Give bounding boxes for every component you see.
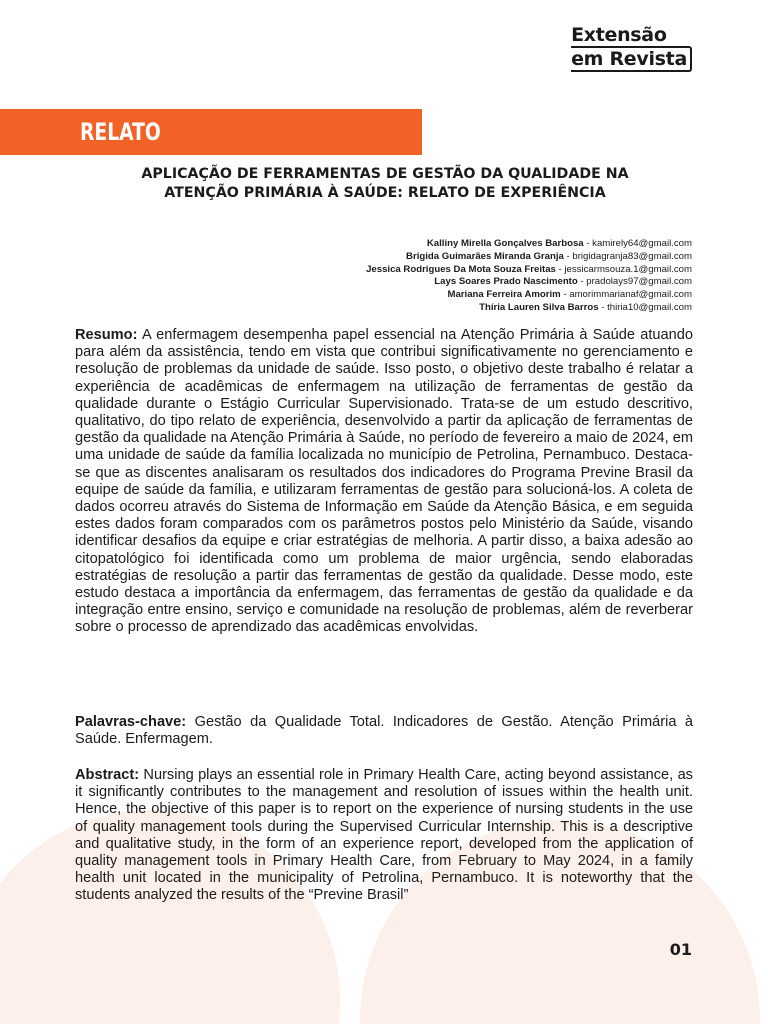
author-entry: Kalliny Mirella Gonçalves Barbosa - kamirely64@gmail.com	[426, 238, 692, 249]
page-number: 01	[669, 940, 692, 959]
section-label: RELATO	[80, 118, 161, 146]
author-email: thiria10@gmail.com	[607, 301, 692, 313]
keywords-label: Palavras-chave:	[75, 714, 187, 730]
abstract-text: Nursing plays an essential role in Primary Health Care, acting beyond assistance, as it significantly contributes to the management and resolution of issues within the health unit. Hence, the objective of this paper is to report on the experience of nursing students in the use of quality management tools during the Supervised Curricular Internship. This is a descriptive and qualitative study, in the form of an experience report, developed from the application of quality management tools in Primary Health Care, from February to May 2024, in a family health unit located in the municipality of Petrolina, Pernambuco. It is noteworthy that the students analyzed the results of the “Previne Brasil”	[75, 767, 693, 904]
author-entry: Thíria Lauren Silva Barros - thiria10@gmail.com	[479, 301, 692, 313]
author-entry: Lays Soares Prado Nascimento - pradolays97@gmail.com	[434, 276, 692, 288]
keywords-text: Gestão da Qualidade Total. Indicadores de Gestão. Atenção Primária à Saúde. Enfermagem.	[75, 714, 694, 748]
section-banner	[0, 109, 422, 155]
author-email: pradolays97@gmail.com	[586, 276, 692, 288]
author-entry: Brigida Guimarães Miranda Granja - brigidagranja83@gmail.com	[406, 250, 692, 262]
author-email: kamirely64@gmail.com	[592, 238, 692, 249]
resumo-text: A enfermagem desempenha papel essencial na Atenção Primária à Saúde atuando para além da assistência, tendo em vista que contribui significativamente no gerenciamento e resolução de problemas da unidade de saúde. Isso posto, o objetivo deste trabalho é relatar a experiência de acadêmicas de enfermagem na utilização de ferramentas de gestão da qualidade durante o Estágio Curricular Supervisionado. Trata-se de um estudo descritivo, qualitativo, do tipo relato de experiência, desenvolvido a partir da aplicação de ferramentas de gestão da qualidade na Atenção Primária à Saúde, no período de fevereiro a maio de 2024, em uma unidade de saúde da família localizada no município de Petrolina, Pernambuco. Destaca-se que as discentes analisaram os resultados dos indicadores do Programa Previne Brasil da equipe de saúde da família, e utilizaram ferramentas de gestão para solucioná-los. A coleta de dados ocorreu através do Sistema de Informação em Saúde da Atenção Básica, e em seguida estes dados foram comparados com os parâmetros postos pelo Ministério da Saúde, visando identificar desafios da equipe e criar estratégias de melhoria. A partir disso, a baixa adesão ao citopatológico foi identificada como um problema de maior urgência, sendo elaboradas estratégias de resolução a partir das ferramentas de gestão da qualidade. Desse modo, este estudo destaca a importância da enfermagem, das ferramentas de gestão da qualidade e da integração entre ensino, serviço e comunidade na resolução de problemas, além de reverberar sobre o processo de aprendizado das acadêmicas envolvidas.	[75, 327, 694, 636]
abstract-label: Abstract:	[75, 767, 140, 783]
author-name: Mariana Ferreira Amorim	[447, 289, 561, 301]
author-email: brigidagranja83@gmail.com	[572, 250, 692, 262]
author-name: Brigida Guimarães Miranda Granja	[406, 250, 564, 262]
abstract-paragraph	[75, 767, 693, 905]
keywords-paragraph	[75, 714, 693, 748]
resumo-paragraph	[75, 327, 693, 637]
author-entry: Jessica Rodrigues Da Mota Souza Freitas - jessicarmsouza.1@gmail.com	[366, 263, 692, 275]
author-name: Kalliny Mirella Gonçalves Barbosa	[426, 238, 584, 249]
author-email: amorimmarianaf@gmail.com	[569, 289, 692, 301]
author-name: Thíria Lauren Silva Barros	[479, 301, 599, 313]
article-title: APLICAÇÃO DE FERRAMENTAS DE GESTÃO DA QUALIDADE NA ATENÇÃO PRIMÁRIA À SAÚDE: RELATO DE EXPERIÊNCIA	[141, 166, 629, 201]
author-name: Jessica Rodrigues Da Mota Souza Freitas	[366, 263, 556, 275]
author-list	[366, 238, 692, 315]
author-name: Lays Soares Prado Nascimento	[434, 276, 578, 288]
author-email: jessicarmsouza.1@gmail.com	[564, 263, 692, 275]
logo-line-1: Extensão	[571, 24, 667, 46]
resumo-label: Resumo:	[75, 327, 138, 343]
journal-logo	[571, 24, 692, 72]
author-entry: Mariana Ferreira Amorim - amorimmarianaf@gmail.com	[447, 289, 692, 301]
logo-line-2: em Revista	[571, 46, 692, 72]
